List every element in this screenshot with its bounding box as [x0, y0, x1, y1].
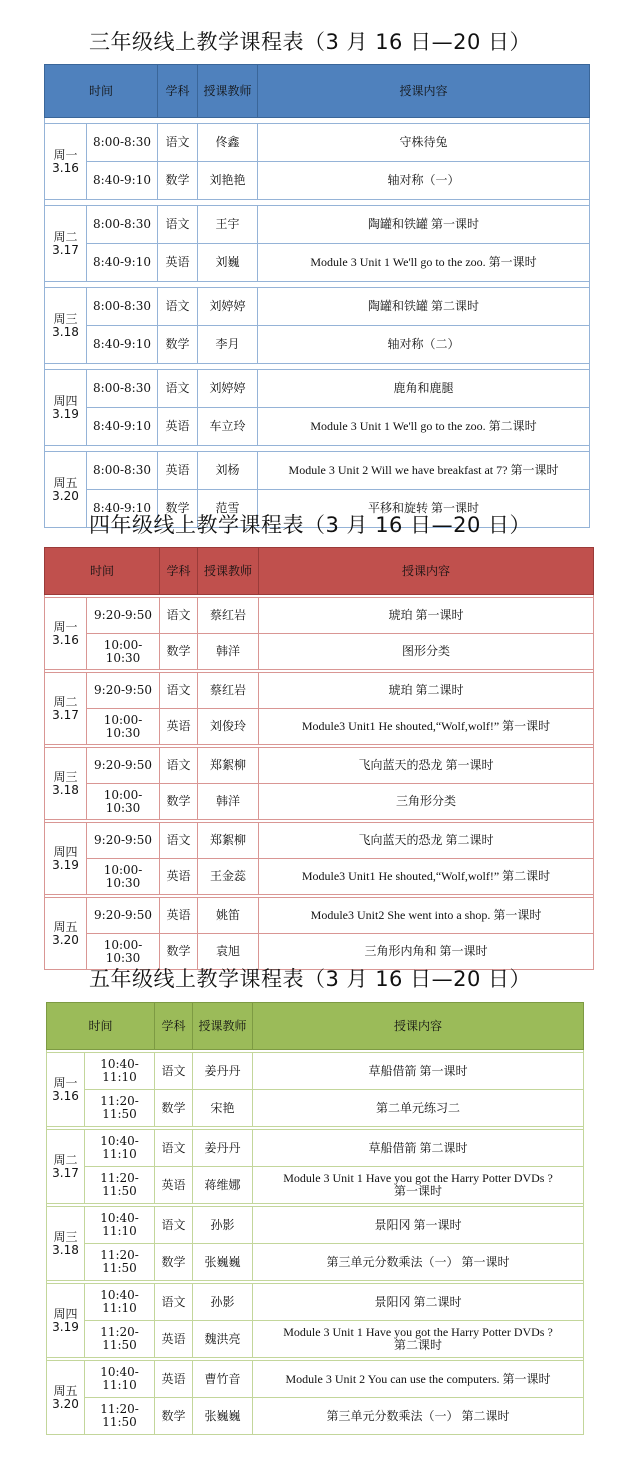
day-name: 周四: [53, 393, 78, 408]
table-row: [47, 1053, 584, 1090]
time-cell: 10:00-10:30: [87, 859, 160, 895]
subject-cell: 数学: [160, 784, 198, 820]
content-text: Module3 Unit1 He shouted,“Wolf,wolf!” 第二课时: [301, 869, 551, 883]
table-header-row: [45, 548, 594, 595]
content-cell: [259, 898, 594, 934]
content-text: Module 3 Unit 1 We'll go to the zoo. 第一课时: [310, 255, 537, 269]
day-name: 周一: [53, 147, 78, 162]
content-text: 平移和旋转 第一课时: [368, 501, 480, 515]
day-name: 周一: [53, 1075, 78, 1090]
subject-cell: 数学: [155, 1244, 193, 1281]
content-cell: [253, 1053, 584, 1090]
content-cell: [253, 1321, 584, 1358]
subject-cell: 数学: [160, 634, 198, 670]
time-cell: 9:20-9:50: [87, 898, 160, 934]
content-cell: [259, 634, 594, 670]
table-row: [47, 1090, 584, 1127]
table-row: [45, 162, 590, 200]
time-cell: 8:00-8:30: [87, 452, 158, 490]
content-text: 守株待兔: [399, 135, 448, 149]
time-cell: 8:40-9:10: [87, 326, 158, 364]
content-cell: [259, 784, 594, 820]
content-text: Module3 Unit1 He shouted,“Wolf,wolf!” 第一课时: [301, 719, 551, 733]
header-content: 授课内容: [259, 548, 594, 595]
day-date: 3.20: [52, 932, 79, 947]
time-cell: 9:20-9:50: [87, 673, 160, 709]
content-cell: [253, 1167, 584, 1204]
subject-cell: 语文: [158, 124, 198, 162]
content-cell: [258, 452, 590, 490]
content-text: 三角形分类: [396, 794, 457, 808]
teacher-cell: 刘婷婷: [198, 288, 258, 326]
day-name: 周四: [53, 1306, 78, 1321]
teacher-cell: 蔡红岩: [198, 598, 259, 634]
time-cell: 8:40-9:10: [87, 408, 158, 446]
table-row: [47, 1321, 584, 1358]
day-date: 3.19: [52, 406, 79, 421]
table-header-row: [45, 65, 590, 118]
content-cell: [253, 1090, 584, 1127]
header-subject: 学科: [160, 548, 198, 595]
time-cell: 11:20-11:50: [85, 1398, 155, 1435]
table-row: [45, 784, 594, 820]
time-cell: 10:00-10:30: [87, 634, 160, 670]
teacher-cell: 姜丹丹: [193, 1053, 253, 1090]
teacher-cell: 刘巍: [198, 244, 258, 282]
content-text: Module 3 Unit 1 Have you got the Harry Potter DVDs ?: [283, 1171, 553, 1185]
content-cell: [258, 288, 590, 326]
time-cell: 8:00-8:30: [87, 206, 158, 244]
day-cell: [45, 898, 87, 970]
time-cell: 10:00-10:30: [87, 709, 160, 745]
teacher-cell: 韩洋: [198, 784, 259, 820]
day-name: 周一: [53, 619, 78, 634]
content-cell: [258, 162, 590, 200]
content-text: 鹿角和鹿腿: [393, 381, 454, 395]
teacher-cell: 王宇: [198, 206, 258, 244]
time-cell: 8:00-8:30: [87, 124, 158, 162]
time-cell: 10:40-11:10: [85, 1130, 155, 1167]
subject-cell: 数学: [160, 934, 198, 970]
grade4-title: 四年级线上教学课程表（3 月 16 日—20 日）: [88, 513, 531, 537]
time-cell: 8:00-8:30: [87, 288, 158, 326]
teacher-cell: 张巍巍: [193, 1244, 253, 1281]
teacher-cell: 魏洪亮: [193, 1321, 253, 1358]
subject-cell: 语文: [155, 1053, 193, 1090]
subject-cell: 语文: [155, 1284, 193, 1321]
header-teacher: 授课教师: [198, 548, 259, 595]
subject-cell: 语文: [158, 288, 198, 326]
content-cell: [258, 326, 590, 364]
content-text: 轴对称（一）: [387, 173, 460, 187]
content-text-line2: 第二课时: [394, 1338, 443, 1352]
subject-cell: 语文: [160, 748, 198, 784]
subject-cell: 英语: [155, 1361, 193, 1398]
table-row: [45, 748, 594, 784]
teacher-cell: 刘艳艳: [198, 162, 258, 200]
subject-cell: 英语: [160, 898, 198, 934]
content-cell: [253, 1284, 584, 1321]
teacher-cell: 曹竹音: [193, 1361, 253, 1398]
content-cell: [253, 1398, 584, 1435]
table-row: [45, 898, 594, 934]
table-row: [45, 288, 590, 326]
day-name: 周五: [53, 1383, 78, 1398]
day-date: 3.18: [52, 782, 79, 797]
content-text: 琥珀 第一课时: [388, 608, 464, 622]
header-content: 授课内容: [258, 65, 590, 118]
content-text: 第二单元练习二: [376, 1100, 461, 1115]
time-cell: 11:20-11:50: [85, 1244, 155, 1281]
table-row: [45, 709, 594, 745]
content-text: 景阳冈 第一课时: [374, 1217, 462, 1232]
subject-cell: 数学: [158, 162, 198, 200]
content-cell: [258, 244, 590, 282]
time-cell: 10:40-11:10: [85, 1361, 155, 1398]
subject-cell: 语文: [155, 1130, 193, 1167]
time-cell: 10:40-11:10: [85, 1053, 155, 1090]
table-row: [47, 1130, 584, 1167]
day-name: 周四: [53, 844, 78, 859]
subject-cell: 英语: [158, 244, 198, 282]
table-header-row: [47, 1003, 584, 1050]
time-cell: 8:00-8:30: [87, 370, 158, 408]
day-date: 3.18: [52, 324, 79, 339]
table-row: [47, 1361, 584, 1398]
table-row: [45, 673, 594, 709]
day-date: 3.16: [52, 632, 79, 647]
table-row: [45, 598, 594, 634]
teacher-cell: 孙影: [193, 1207, 253, 1244]
time-cell: 11:20-11:50: [85, 1321, 155, 1358]
day-cell: [45, 823, 87, 895]
time-cell: 8:40-9:10: [87, 244, 158, 282]
header-time: 时间: [45, 548, 160, 595]
subject-cell: 英语: [155, 1167, 193, 1204]
day-date: 3.17: [52, 707, 79, 722]
day-name: 周三: [53, 311, 78, 326]
day-date: 3.17: [52, 242, 79, 257]
header-teacher: 授课教师: [193, 1003, 253, 1050]
day-date: 3.19: [52, 857, 79, 872]
day-name: 周三: [53, 769, 78, 784]
teacher-cell: 蔡红岩: [198, 673, 259, 709]
teacher-cell: 王金蕊: [198, 859, 259, 895]
table-row: [47, 1244, 584, 1281]
table-row: [47, 1284, 584, 1321]
grade4-schedule-table: [44, 547, 594, 970]
teacher-cell: 蒋维娜: [193, 1167, 253, 1204]
content-text: Module 3 Unit 2 You can use the computers. 第一课时: [285, 1371, 551, 1386]
teacher-cell: 李月: [198, 326, 258, 364]
content-cell: [259, 598, 594, 634]
grade3-title: 三年级线上教学课程表（3 月 16 日—20 日）: [88, 30, 531, 54]
time-cell: 10:00-10:30: [87, 934, 160, 970]
day-cell: [47, 1284, 85, 1358]
subject-cell: 英语: [158, 408, 198, 446]
subject-cell: 语文: [160, 673, 198, 709]
day-cell: [47, 1207, 85, 1281]
day-cell: [45, 748, 87, 820]
table-row: [45, 634, 594, 670]
subject-cell: 语文: [158, 370, 198, 408]
subject-cell: 英语: [155, 1321, 193, 1358]
content-cell: [259, 859, 594, 895]
grade3-schedule-table: [44, 64, 590, 528]
table-row: [45, 859, 594, 895]
content-cell: [253, 1361, 584, 1398]
day-name: 周二: [53, 694, 78, 709]
content-cell: [259, 823, 594, 859]
header-time: 时间: [47, 1003, 155, 1050]
teacher-cell: 佟鑫: [198, 124, 258, 162]
teacher-cell: 宋艳: [193, 1090, 253, 1127]
day-date: 3.20: [52, 488, 79, 503]
content-cell: [258, 370, 590, 408]
teacher-cell: 刘杨: [198, 452, 258, 490]
content-cell: [253, 1207, 584, 1244]
subject-cell: 英语: [160, 709, 198, 745]
content-cell: [259, 748, 594, 784]
subject-cell: 英语: [158, 452, 198, 490]
content-cell: [259, 709, 594, 745]
table-row: [45, 408, 590, 446]
day-date: 3.17: [52, 1165, 79, 1180]
content-text: 飞向蓝天的恐龙 第一课时: [358, 758, 494, 772]
time-cell: 10:40-11:10: [85, 1207, 155, 1244]
table-row: [47, 1167, 584, 1204]
table-row: [45, 823, 594, 859]
content-text: 陶罐和铁罐 第一课时: [368, 217, 480, 231]
time-cell: 9:20-9:50: [87, 823, 160, 859]
content-text: Module 3 Unit 2 Will we have breakfast at 7? 第一课时: [288, 463, 559, 477]
grade5-title: 五年级线上教学课程表（3 月 16 日—20 日）: [88, 967, 531, 991]
day-cell: [45, 673, 87, 745]
content-cell: [258, 206, 590, 244]
time-cell: 10:00-10:30: [87, 784, 160, 820]
table-row: [45, 326, 590, 364]
teacher-cell: 袁旭: [198, 934, 259, 970]
content-text: Module3 Unit2 She went into a shop. 第一课时: [310, 908, 542, 922]
teacher-cell: 张巍巍: [193, 1398, 253, 1435]
teacher-cell: 刘俊玲: [198, 709, 259, 745]
day-cell: [45, 370, 87, 446]
day-name: 周五: [53, 919, 78, 934]
day-cell: [45, 288, 87, 364]
teacher-cell: 郑絮柳: [198, 823, 259, 859]
subject-cell: 英语: [160, 859, 198, 895]
teacher-cell: 孙影: [193, 1284, 253, 1321]
content-text: 轴对称（二）: [387, 337, 460, 351]
day-date: 3.19: [52, 1319, 79, 1334]
subject-cell: 语文: [155, 1207, 193, 1244]
teacher-cell: 车立玲: [198, 408, 258, 446]
table-row: [45, 452, 590, 490]
content-text: 琥珀 第二课时: [388, 683, 464, 697]
header-time: 时间: [45, 65, 158, 118]
teacher-cell: 范雪: [198, 490, 258, 528]
header-subject: 学科: [158, 65, 198, 118]
day-name: 周五: [53, 475, 78, 490]
content-text: 草船借箭 第二课时: [368, 1140, 468, 1155]
day-date: 3.16: [52, 160, 79, 175]
grade5-schedule-table: [46, 1002, 584, 1435]
time-cell: 11:20-11:50: [85, 1167, 155, 1204]
header-content: 授课内容: [253, 1003, 584, 1050]
subject-cell: 数学: [155, 1090, 193, 1127]
content-text: Module 3 Unit 1 Have you got the Harry Potter DVDs ?: [283, 1325, 553, 1339]
table-row: [45, 124, 590, 162]
teacher-cell: 郑絮柳: [198, 748, 259, 784]
time-cell: 9:20-9:50: [87, 748, 160, 784]
time-cell: 8:40-9:10: [87, 490, 158, 528]
day-cell: [47, 1130, 85, 1204]
content-text: 三角形内角和 第一课时: [364, 944, 488, 958]
time-cell: 8:40-9:10: [87, 162, 158, 200]
subject-cell: 数学: [158, 326, 198, 364]
day-date: 3.18: [52, 1242, 79, 1257]
content-cell: [259, 673, 594, 709]
content-text: 草船借箭 第一课时: [368, 1063, 468, 1078]
content-cell: [258, 124, 590, 162]
content-text: 景阳冈 第二课时: [374, 1294, 462, 1309]
table-row: [45, 370, 590, 408]
content-text: 陶罐和铁罐 第二课时: [368, 299, 480, 313]
table-row: [47, 1207, 584, 1244]
subject-cell: 语文: [160, 823, 198, 859]
day-date: 3.16: [52, 1088, 79, 1103]
subject-cell: 数学: [155, 1398, 193, 1435]
content-text-line2: 第一课时: [394, 1184, 443, 1198]
content-text: 图形分类: [402, 644, 451, 658]
subject-cell: 语文: [158, 206, 198, 244]
subject-cell: 数学: [158, 490, 198, 528]
time-cell: 10:40-11:10: [85, 1284, 155, 1321]
content-text: 第三单元分数乘法（一） 第一课时: [326, 1254, 510, 1269]
day-cell: [45, 206, 87, 282]
day-name: 周二: [53, 1152, 78, 1167]
header-subject: 学科: [155, 1003, 193, 1050]
day-cell: [45, 598, 87, 670]
content-cell: [253, 1130, 584, 1167]
content-cell: [258, 408, 590, 446]
time-cell: 11:20-11:50: [85, 1090, 155, 1127]
teacher-cell: 姚笛: [198, 898, 259, 934]
content-text: 第三单元分数乘法（一） 第二课时: [326, 1408, 510, 1423]
teacher-cell: 韩洋: [198, 634, 259, 670]
teacher-cell: 刘婷婷: [198, 370, 258, 408]
day-cell: [47, 1361, 85, 1435]
content-text: Module 3 Unit 1 We'll go to the zoo. 第二课时: [310, 419, 537, 433]
teacher-cell: 姜丹丹: [193, 1130, 253, 1167]
day-cell: [47, 1053, 85, 1127]
table-row: [47, 1398, 584, 1435]
day-date: 3.20: [52, 1396, 79, 1411]
day-cell: [45, 124, 87, 200]
subject-cell: 语文: [160, 598, 198, 634]
header-teacher: 授课教师: [198, 65, 258, 118]
content-cell: [253, 1244, 584, 1281]
content-text: 飞向蓝天的恐龙 第二课时: [358, 833, 494, 847]
table-row: [45, 206, 590, 244]
day-name: 周二: [53, 229, 78, 244]
day-name: 周三: [53, 1229, 78, 1244]
table-row: [45, 244, 590, 282]
time-cell: 9:20-9:50: [87, 598, 160, 634]
